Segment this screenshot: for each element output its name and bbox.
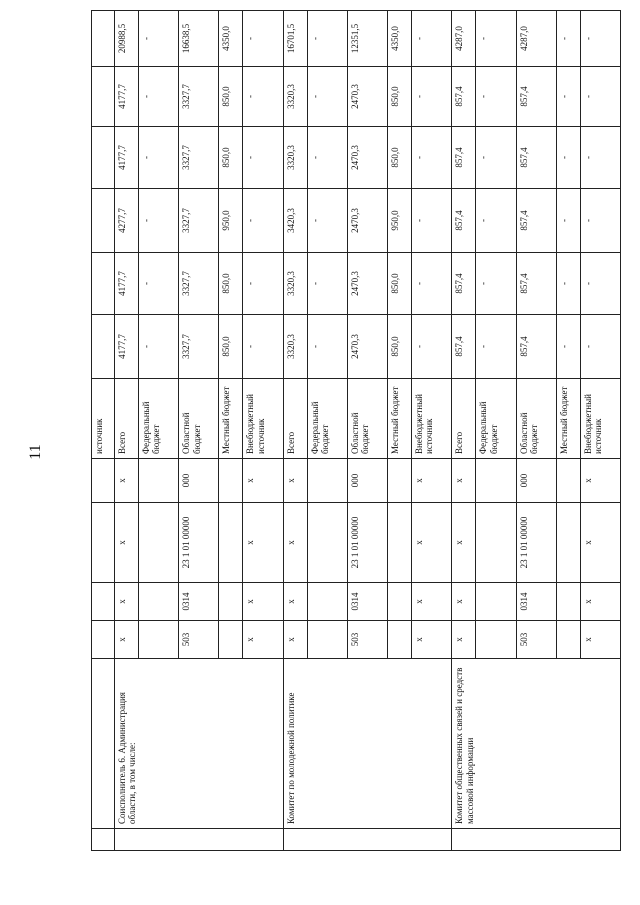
cell-v5: 3327,7 (179, 67, 219, 127)
cell-v5: - (580, 67, 620, 127)
cell-v2: 857,4 (452, 253, 476, 315)
header-cell (92, 315, 115, 379)
cell-rzpr: x (243, 583, 283, 621)
cell-v5: - (139, 67, 179, 127)
cell-vr: 000 (179, 459, 219, 503)
cell-vr (307, 459, 347, 503)
cell-csr (476, 503, 516, 583)
cell-total: - (243, 11, 283, 67)
cell-v3: - (580, 189, 620, 253)
cell-total: 12351,5 (347, 11, 387, 67)
cell-total: 4350,0 (388, 11, 412, 67)
table-row (283, 11, 307, 851)
cell-csr: x (580, 503, 620, 583)
blank-cell (115, 829, 284, 851)
cell-csr: 23 1 01 00000 (516, 503, 556, 583)
cell-rzpr (476, 583, 516, 621)
cell-rzpr (219, 583, 243, 621)
cell-total: - (139, 11, 179, 67)
cell-v4: - (412, 127, 452, 189)
cell-v3: - (476, 189, 516, 253)
cell-vr (476, 459, 516, 503)
cell-v1: 2470,3 (347, 315, 387, 379)
cell-v5: - (307, 67, 347, 127)
cell-v2: 3320,3 (283, 253, 307, 315)
header-cell (92, 459, 115, 503)
cell-grbs: x (115, 621, 139, 659)
cell-v3: - (139, 189, 179, 253)
cell-grbs: x (580, 621, 620, 659)
header-cell (92, 127, 115, 189)
cell-v4: 850,0 (388, 127, 412, 189)
cell-vr: x (452, 459, 476, 503)
cell-vr: x (283, 459, 307, 503)
cell-grbs: x (452, 621, 476, 659)
cell-v5: 3320,3 (283, 67, 307, 127)
cell-v5: 857,4 (516, 67, 556, 127)
cell-source: Внебюджетный источник (580, 379, 620, 459)
cell-total: 20988,5 (115, 11, 139, 67)
cell-v2: 3327,7 (179, 253, 219, 315)
table-row (115, 11, 139, 851)
cell-csr: x (115, 503, 139, 583)
cell-csr: x (412, 503, 452, 583)
cell-v2: - (412, 253, 452, 315)
cell-rzpr: x (580, 583, 620, 621)
cell-v1: 3327,7 (179, 315, 219, 379)
cell-rzpr (307, 583, 347, 621)
cell-v3: - (307, 189, 347, 253)
cell-grbs: 503 (179, 621, 219, 659)
cell-rzpr: 0314 (347, 583, 387, 621)
table-row (452, 11, 476, 851)
cell-v4: - (243, 127, 283, 189)
cell-total: - (307, 11, 347, 67)
cell-csr (388, 503, 412, 583)
table-body (92, 11, 621, 851)
header-cell (92, 11, 115, 67)
cell-v1: - (580, 315, 620, 379)
cell-v1: 3320,3 (283, 315, 307, 379)
cell-vr (139, 459, 179, 503)
cell-v3: 950,0 (388, 189, 412, 253)
cell-total: - (580, 11, 620, 67)
cell-grbs (556, 621, 580, 659)
cell-csr: x (283, 503, 307, 583)
cell-grbs: 503 (347, 621, 387, 659)
cell-csr: x (452, 503, 476, 583)
cell-grbs: x (243, 621, 283, 659)
cell-rzpr: x (452, 583, 476, 621)
cell-vr (388, 459, 412, 503)
cell-v5: 850,0 (388, 67, 412, 127)
cell-source: Федеральный бюджет (139, 379, 179, 459)
cell-v1: - (412, 315, 452, 379)
cell-vr: x (580, 459, 620, 503)
cell-v5: - (243, 67, 283, 127)
cell-v1: 850,0 (388, 315, 412, 379)
cell-vr (556, 459, 580, 503)
blank-cell (283, 829, 452, 851)
cell-v4: - (307, 127, 347, 189)
cell-source: Местный бюджет (556, 379, 580, 459)
cell-csr (307, 503, 347, 583)
cell-grbs (388, 621, 412, 659)
cell-source: Федеральный бюджет (476, 379, 516, 459)
cell-v2: 4177,7 (115, 253, 139, 315)
cell-v4: - (139, 127, 179, 189)
header-cell (92, 189, 115, 253)
cell-v3: 857,4 (452, 189, 476, 253)
header-cell: источник (92, 379, 115, 459)
page-number: 11 (27, 444, 44, 460)
cell-v2: - (243, 253, 283, 315)
header-cell (92, 67, 115, 127)
cell-rzpr (556, 583, 580, 621)
cell-source: Внебюджетный источник (243, 379, 283, 459)
cell-v1: - (307, 315, 347, 379)
cell-csr (219, 503, 243, 583)
cell-v3: 3327,7 (179, 189, 219, 253)
cell-v2: - (307, 253, 347, 315)
cell-rzpr: x (412, 583, 452, 621)
cell-v3: - (556, 189, 580, 253)
cell-csr: 23 1 01 00000 (179, 503, 219, 583)
cell-v4: 3327,7 (179, 127, 219, 189)
cell-v5: 850,0 (219, 67, 243, 127)
header-cell (92, 503, 115, 583)
cell-source: Всего (115, 379, 139, 459)
cell-v5: - (476, 67, 516, 127)
header-cell (92, 253, 115, 315)
cell-v1: - (476, 315, 516, 379)
header-cell (92, 659, 115, 829)
cell-grbs: x (283, 621, 307, 659)
blank-cell (452, 829, 621, 851)
cell-grbs (219, 621, 243, 659)
cell-v2: - (476, 253, 516, 315)
header-cell (92, 621, 115, 659)
cell-source: Внебюджетный источник (412, 379, 452, 459)
cell-total: 4350,0 (219, 11, 243, 67)
executor-name: Комитет общественных связей и средств массовой информации (452, 659, 621, 829)
budget-table-container (91, 23, 621, 851)
cell-csr (556, 503, 580, 583)
cell-grbs: 503 (516, 621, 556, 659)
cell-v1: 4177,7 (115, 315, 139, 379)
cell-v4: 3320,3 (283, 127, 307, 189)
cell-vr: x (115, 459, 139, 503)
cell-v4: 4177,7 (115, 127, 139, 189)
cell-v3: 857,4 (516, 189, 556, 253)
cell-csr: 23 1 01 00000 (347, 503, 387, 583)
executor-name: Комитет по молодежной политике (283, 659, 452, 829)
cell-source: Всего (452, 379, 476, 459)
cell-total: 16701,5 (283, 11, 307, 67)
cell-source: Местный бюджет (219, 379, 243, 459)
cell-total: - (476, 11, 516, 67)
cell-grbs (476, 621, 516, 659)
cell-v2: 850,0 (219, 253, 243, 315)
cell-v4: 857,4 (516, 127, 556, 189)
cell-v5: - (556, 67, 580, 127)
cell-v1: 857,4 (516, 315, 556, 379)
cell-rzpr: 0314 (516, 583, 556, 621)
cell-total: - (412, 11, 452, 67)
cell-v1: - (139, 315, 179, 379)
cell-v5: 857,4 (452, 67, 476, 127)
cell-v4: - (476, 127, 516, 189)
cell-v3: - (412, 189, 452, 253)
cell-total: - (556, 11, 580, 67)
cell-source: Местный бюджет (388, 379, 412, 459)
cell-rzpr: 0314 (179, 583, 219, 621)
cell-csr: x (243, 503, 283, 583)
cell-v1: 850,0 (219, 315, 243, 379)
cell-v5: 4177,7 (115, 67, 139, 127)
cell-v4: 2470,3 (347, 127, 387, 189)
cell-source: Областной бюджет (516, 379, 556, 459)
header-cell (92, 829, 115, 851)
cell-v4: - (556, 127, 580, 189)
cell-vr: x (243, 459, 283, 503)
budget-table (91, 10, 621, 851)
cell-v3: 3420,3 (283, 189, 307, 253)
cell-v3: - (243, 189, 283, 253)
cell-v1: - (243, 315, 283, 379)
cell-csr (139, 503, 179, 583)
cell-total: 4287,0 (452, 11, 476, 67)
cell-rzpr (139, 583, 179, 621)
cell-v3: 950,0 (219, 189, 243, 253)
executor-name: Соисполнитель 6. Администрация области, в том числе: (115, 659, 284, 829)
header-row (92, 11, 115, 851)
cell-source: Федеральный бюджет (307, 379, 347, 459)
cell-v2: - (580, 253, 620, 315)
cell-v2: - (556, 253, 580, 315)
cell-source: Областной бюджет (179, 379, 219, 459)
cell-v5: - (412, 67, 452, 127)
cell-vr (219, 459, 243, 503)
cell-v4: 857,4 (452, 127, 476, 189)
cell-v4: - (580, 127, 620, 189)
cell-v2: 857,4 (516, 253, 556, 315)
cell-vr: x (412, 459, 452, 503)
cell-vr: 000 (516, 459, 556, 503)
cell-rzpr: x (115, 583, 139, 621)
cell-v4: 850,0 (219, 127, 243, 189)
cell-v1: 857,4 (452, 315, 476, 379)
cell-v2: 2470,3 (347, 253, 387, 315)
cell-vr: 000 (347, 459, 387, 503)
cell-v3: 2470,3 (347, 189, 387, 253)
cell-source: Областной бюджет (347, 379, 387, 459)
cell-total: 4287,0 (516, 11, 556, 67)
cell-grbs (139, 621, 179, 659)
cell-rzpr (388, 583, 412, 621)
cell-rzpr: x (283, 583, 307, 621)
cell-v5: 2470,3 (347, 67, 387, 127)
cell-grbs: x (412, 621, 452, 659)
cell-v1: - (556, 315, 580, 379)
cell-source: Всего (283, 379, 307, 459)
cell-v2: 850,0 (388, 253, 412, 315)
header-cell (92, 583, 115, 621)
cell-grbs (307, 621, 347, 659)
cell-v3: 4277,7 (115, 189, 139, 253)
cell-v2: - (139, 253, 179, 315)
cell-total: 16638,5 (179, 11, 219, 67)
